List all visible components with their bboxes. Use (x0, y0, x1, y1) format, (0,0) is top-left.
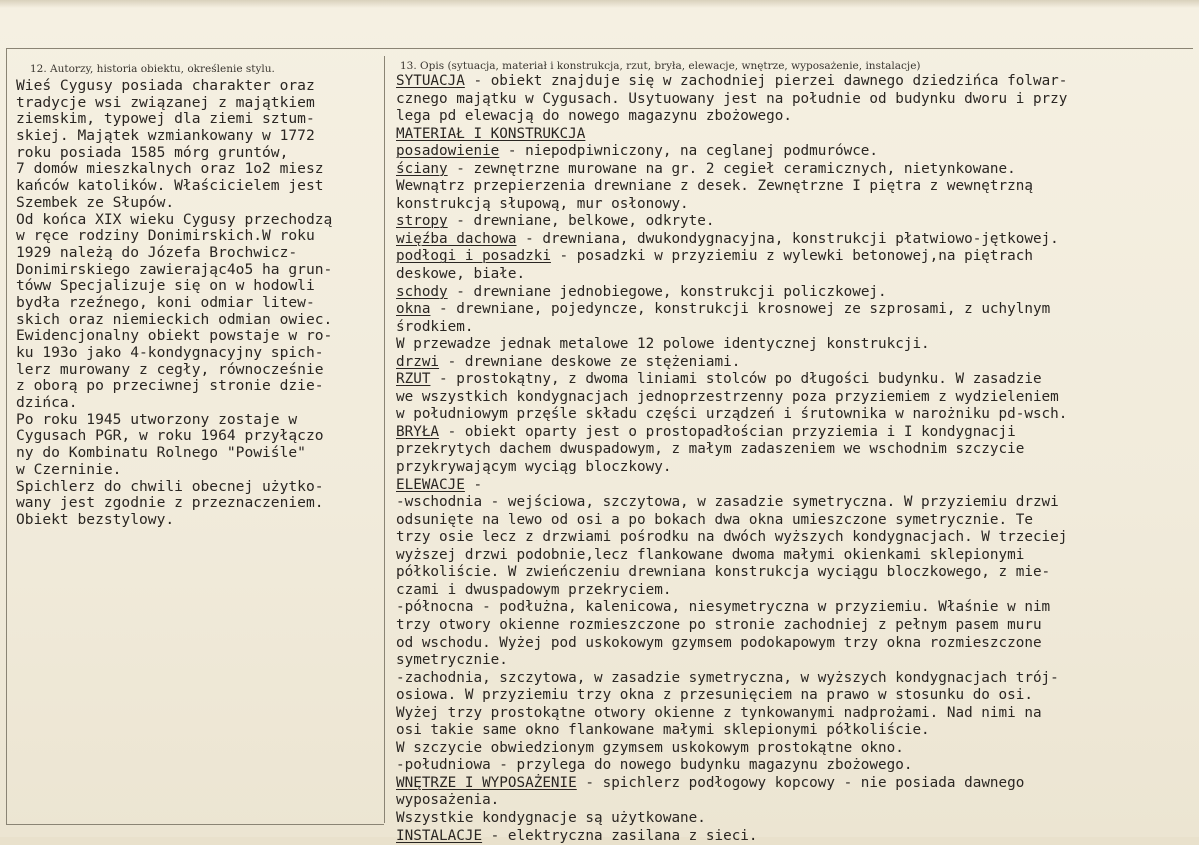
section-keyword: ELEWACJE (396, 476, 465, 493)
description-line (396, 599, 1186, 617)
description-text: w południowym przęśle składu części urządzeń i śrutownika w narożniku pd-wsch. (396, 406, 1068, 423)
description-line (396, 424, 1186, 442)
description-line (396, 477, 1186, 495)
section-keyword: INSTALACJE (396, 827, 483, 844)
history-line: Po roku 1945 utworzony zostaje w (16, 410, 298, 428)
description-text: W przewadze jednak metalowe 12 polowe identycznej konstrukcji. (396, 336, 930, 353)
description-line (396, 301, 1186, 319)
description-text: we wszystkich kondygnacjach jednoprzestrzenny poza przyziemiem z wydzieleniem (396, 388, 1059, 405)
description-text: Wyżej trzy prostokątne otwory okienne z tynkowanymi nadprożami. Nad nimi na (396, 704, 1042, 721)
description-text: symetrycznie. (396, 652, 508, 669)
description-line (396, 687, 1186, 705)
description-text: - spichlerz podłogowy kopcowy - nie posiada dawnego (576, 774, 1025, 791)
history-line: tradycje wsi związanej z majątkiem (16, 93, 315, 111)
history-line: Donimirskiego zawierając4o5 ha grun- (16, 260, 333, 278)
description-line (396, 564, 1186, 582)
description-text: - obiekt oparty jest o prostopadłościan przyziemia i I kondygnacji (439, 423, 1016, 440)
description-text: - prostokątny, z dwoma liniami stolców po długości budynku. W zasadzie (430, 371, 1042, 388)
history-line: skich oraz niemieckich odmian owiec. (16, 310, 333, 328)
description-text: czami i dwuspadowym przekryciem. (396, 581, 672, 598)
description-text: środkiem. (396, 318, 474, 335)
description-line (396, 652, 1186, 670)
description-text: -północna - podłużna, kalenicowa, niesymetryczna w przyziemiu. Właśnie w nim (396, 599, 1051, 616)
section-keyword: podłogi i posadzki (396, 248, 551, 265)
description-line (396, 459, 1186, 477)
description-line (396, 494, 1186, 512)
description-line (396, 617, 1186, 635)
description-line (396, 828, 1186, 845)
history-line: Od końca XIX wieku Cygusy przechodzą (16, 210, 333, 228)
section-keyword: więźba dachowa (396, 230, 517, 247)
history-line: Cygusach PGR, w roku 1964 przyłączo (16, 427, 324, 445)
description-line (396, 635, 1186, 653)
description-text: - (464, 476, 483, 493)
description-text: wyższej drzwi podobnie,lecz flankowane dwoma małymi okienkami sklepionymi (396, 546, 1025, 563)
description-line (396, 441, 1186, 459)
description-text: odsunięte na lewo od osi a po bokach dwa okna umieszczone symetrycznie. Te (396, 511, 1033, 528)
history-text-column (16, 78, 380, 529)
history-line: 7 domów mieszkalnych oraz 1o2 miesz (16, 160, 324, 178)
description-line (396, 143, 1186, 161)
section-keyword: stropy (396, 213, 448, 230)
history-line: roku posiada 1585 mórg gruntów, (16, 143, 289, 161)
description-text: - drewniana, dwukondygnacyjna, konstrukcji płatwiowo-jętkowej. (516, 230, 1059, 247)
history-line: lerz murowany z cegły, równocześnie (16, 360, 324, 378)
description-line (396, 406, 1186, 424)
description-text: osiowa. W przyziemiu trzy okna z przesunięciem na prawo w stosunku do osi. (396, 687, 1033, 704)
description-text: osi takie same okno flankowane małymi sklepionymi półkoliście. (396, 722, 930, 739)
description-line (396, 126, 1186, 144)
section-keyword: MATERIAŁ I KONSTRUKCJA (396, 125, 586, 142)
description-line (396, 582, 1186, 600)
description-line (396, 775, 1186, 793)
description-text: cznego majątku w Cygusach. Usytuowany jest na południe od budynku dworu i przy (396, 90, 1068, 107)
description-line (396, 266, 1186, 284)
history-line: 1929 należą do Józefa Brochwicz- (16, 243, 298, 261)
description-text: - obiekt znajduje się w zachodniej pierzei dawnego dziedzińca folwar- (464, 73, 1068, 89)
description-text: Wszystkie kondygnacje są użytkowane. (396, 809, 706, 826)
history-line: bydła rzeźnego, koni odmiar litew- (16, 293, 315, 311)
description-text: przykrywającym wyciąg bloczkowy. (396, 459, 672, 476)
description-line (396, 705, 1186, 723)
description-line (396, 757, 1186, 775)
description-line (396, 529, 1186, 547)
description-line (396, 722, 1186, 740)
history-line: kańców katolików. Właścicielem jest (16, 177, 324, 195)
section-keyword: posadowienie (396, 143, 500, 160)
section-keyword: ściany (396, 160, 448, 177)
description-text: lega pd elewacją do nowego magazynu zbożowego. (396, 108, 792, 125)
description-line (396, 161, 1186, 179)
description-text: - niepodpiwniczony, na ceglanej podmurówce. (499, 143, 879, 160)
description-text: deskowe, białe. (396, 266, 526, 283)
form-frame-left-rule (6, 48, 7, 825)
history-line: w ręce rodziny Donimirskich.W roku (16, 227, 315, 245)
description-text: wyposażenia. (396, 792, 500, 809)
history-line: skiej. Majątek wzmiankowany w 1772 (16, 127, 315, 145)
description-line (396, 740, 1186, 758)
history-line: Szembek ze Słupów. (16, 193, 175, 211)
history-line: ziemskim, typowej dla ziemi sztum- (16, 110, 315, 128)
history-line: ku 193o jako 4-kondygnacyjny spich- (16, 344, 324, 361)
section-keyword: WNĘTRZE I WYPOSAŻENIE (396, 774, 577, 791)
description-text: - elektryczna zasilana z sieci. (482, 827, 758, 844)
section-13-heading: 13. Opis (sytuacja, materiał i konstrukcja, rzut, bryła, elewacje, wnętrze, wyposażenie, instalacje) (400, 60, 921, 72)
history-line: dzińca. (16, 394, 78, 412)
description-line (396, 371, 1186, 389)
description-text: trzy osie lecz z drzwiami pośrodku na dwóch wyższych kondygnacjach. W trzeciej (396, 529, 1068, 546)
description-text: - drewniane, pojedyncze, konstrukcji krosnowej ze szprosami, z uchylnym (430, 301, 1051, 318)
section-keyword: okna (396, 301, 431, 318)
history-line: Obiekt bezstylowy. (16, 510, 175, 528)
description-text: konstrukcją słupową, mur osłonowy. (396, 195, 689, 212)
description-line (396, 284, 1186, 302)
history-line: Spichlerz do chwili obecnej użytko- (16, 477, 324, 495)
section-keyword: drzwi (396, 353, 440, 370)
description-line (396, 670, 1186, 688)
section-keyword: SYTUACJA (396, 73, 465, 89)
description-text: - drewniane jednobiegowe, konstrukcji policzkowej. (447, 283, 887, 300)
description-line (396, 389, 1186, 407)
description-line (396, 196, 1186, 214)
form-column-divider (384, 56, 385, 823)
history-line: w Czerninie. (16, 460, 122, 478)
history-line: tóww Specjalizuje się on w hodowli (16, 277, 315, 295)
section-keyword: schody (396, 283, 448, 300)
form-frame-bottom-rule (6, 824, 384, 825)
description-text: - drewniane, belkowe, odkryte. (447, 213, 715, 230)
history-line: z oborą po przeciwnej stronie dzie- (16, 377, 324, 395)
description-text: przekrytych dachem dwuspadowym, z małym zadaszeniem we wschodnim szczycie (396, 441, 1025, 458)
description-line (396, 248, 1186, 266)
description-text: -wschodnia - wejściowa, szczytowa, w zasadzie symetryczna. W przyziemiu drzwi (396, 494, 1059, 511)
description-text: - drewniane deskowe ze stężeniami. (439, 353, 741, 370)
description-line (396, 792, 1186, 810)
description-line (396, 810, 1186, 828)
description-text: -południowa - przylega do nowego budynku magazynu zbożowego. (396, 757, 913, 774)
history-line: Ewidencjonalny obiekt powstaje w ro- (16, 327, 333, 345)
description-text: -zachodnia, szczytowa, w zasadzie symetryczna, w wyższych kondygnacjach trój- (396, 669, 1059, 686)
description-line (396, 336, 1186, 354)
description-line (396, 547, 1186, 565)
description-text: trzy otwory okienne rozmieszczone po stronie zachodniej z pełnym pasem muru (396, 616, 1042, 633)
description-line (396, 108, 1186, 126)
description-line (396, 91, 1186, 109)
section-12-heading: 12. Autorzy, historia obiektu, określenie stylu. (30, 63, 275, 75)
description-text: od wschodu. Wyżej pod uskokowym gzymsem podokapowym trzy okna rozmieszczone (396, 634, 1042, 651)
paper-top-edge (0, 0, 1199, 8)
history-line: wany jest zgodnie z przeznaczeniem. (16, 494, 324, 512)
section-keyword: RZUT (396, 371, 431, 388)
description-line (396, 319, 1186, 337)
description-line (396, 354, 1186, 372)
description-line (396, 512, 1186, 530)
description-line (396, 231, 1186, 249)
description-line (396, 178, 1186, 196)
form-frame-top-rule (6, 48, 1193, 49)
description-text: półkoliście. W zwieńczeniu drewniana konstrukcja wyciągu bloczkowego, z mie- (396, 564, 1051, 581)
description-text: W szczycie obwiedzionym gzymsem uskokowym prostokątne okno. (396, 739, 904, 756)
description-text: - posadzki w przyziemiu z wylewki betonowej,na piętrach (550, 248, 1033, 265)
section-keyword: BRYŁA (396, 423, 440, 440)
history-line: ny do Kombinatu Rolnego "Powiśle" (16, 444, 306, 462)
description-text-column (396, 73, 1186, 845)
description-line (396, 73, 1186, 91)
history-line: Wieś Cygusy posiada charakter oraz (16, 77, 315, 94)
description-line (396, 213, 1186, 231)
description-text: Wewnątrz przepierzenia drewniane z desek. Zewnętrzne I piętra z wewnętrzną (396, 178, 1033, 195)
description-text: - zewnętrzne murowane na gr. 2 cegieł ceramicznych, nietynkowane. (447, 160, 1016, 177)
